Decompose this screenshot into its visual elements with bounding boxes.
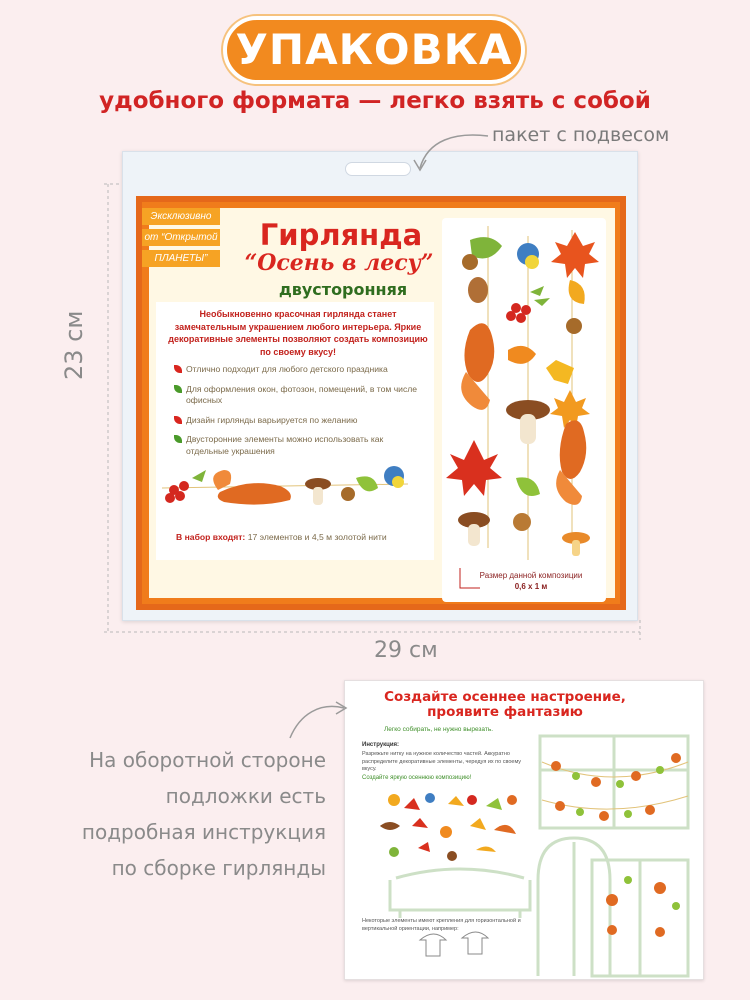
acorn-icon: [513, 513, 531, 531]
pinecone-icon: [468, 277, 488, 303]
window-frame-icon: [540, 736, 688, 828]
back-side-arrow-icon: [290, 702, 346, 738]
mushroom-stem-icon: [468, 524, 480, 546]
back-title: Создайте осеннее настроение, проявите фантазию: [384, 689, 626, 720]
yellow-leaf-icon: [546, 360, 574, 384]
side-line: На оборотной стороне: [89, 748, 326, 772]
ribbon-line-2: от “Открытой: [142, 229, 220, 246]
mushroom-stem-icon: [572, 540, 580, 556]
acorn-icon: [341, 487, 355, 501]
width-dimension-line: [110, 620, 640, 640]
instruction-heading: Инструкция:: [362, 742, 400, 748]
instruction-text: Разрежьте нитку на нужное количество частей. Аккуратно распределите декоративные элементы, чередуя их по своему вкусу.: [362, 751, 522, 772]
set-label: В набор входят:: [176, 532, 246, 542]
birch-leaf-icon: [569, 280, 585, 304]
red-maple-leaf-icon: [446, 440, 502, 496]
autumn-leaves-illustration: [446, 232, 599, 588]
side-line: по сборке гирлянды: [111, 856, 326, 880]
oak-leaf-icon: [508, 346, 536, 364]
feature-text: Дизайн гирлянды варьируется по желанию: [186, 414, 358, 425]
ribbon-line-1: Эксклюзивно: [142, 208, 220, 225]
oak-leaf-icon: [356, 476, 378, 491]
bird-belly: [525, 255, 539, 269]
product-title: Гирлянда: [259, 218, 423, 252]
rowan-berries-icon: [506, 303, 531, 323]
subtitle: удобного формата — легко взять с собой: [99, 88, 651, 114]
garland-strings: [488, 226, 572, 560]
squirrel-icon: [464, 323, 494, 382]
bird-belly: [392, 476, 404, 488]
composition-size-label: Размер данной композиции: [479, 571, 583, 580]
rowan-leaves: [192, 470, 206, 482]
maple-leaf-icon: [551, 232, 599, 278]
height-dimension-label: 23 см: [60, 310, 88, 380]
scattered-elements: [380, 753, 681, 956]
acorn-icon: [566, 318, 582, 334]
bag-note: пакет с подвесом: [492, 124, 670, 146]
side-line: подложки есть: [165, 784, 326, 808]
create-composition-note: Создайте яркую осеннюю композицию!: [362, 775, 472, 781]
acorn-icon: [462, 254, 478, 270]
green-leaf-icon: [516, 477, 540, 496]
arched-window-icon: [538, 838, 688, 976]
ribbon-line-3: ПЛАНЕТЫ”: [142, 250, 220, 267]
squirrel-icon: [560, 420, 587, 479]
mounting-note: Некоторые элементы имеют крепления для горизонтальной и вертикальной ориентации, например:: [362, 918, 521, 932]
mushroom-stem-icon: [313, 487, 323, 505]
feature-text: Двусторонние элементы можно использовать как отдельные украшения: [186, 434, 384, 456]
horizontal-garland-illustration: [162, 466, 408, 505]
side-line: подробная инструкция: [81, 820, 326, 844]
product-subtitle: двусторонняя: [278, 280, 408, 299]
size-axes-icon: [460, 568, 480, 588]
composition-size-value: 0,6 х 1 м: [514, 582, 548, 591]
product-title-quote: “Осень в лесу”: [244, 250, 434, 276]
rowan-berries-icon: [165, 481, 189, 503]
width-dimension-label: 29 см: [374, 638, 438, 663]
height-dimension-line: [104, 184, 120, 632]
set-value: 17 элементов и 4,5 м золотой нити: [247, 532, 387, 542]
mushroom-stem-icon: [520, 414, 536, 444]
oak-leaf-icon: [470, 237, 502, 258]
rowan-leaves: [530, 286, 550, 306]
packaging-badge-label: УПАКОВКА: [235, 25, 513, 74]
squirrel-icon: [218, 483, 291, 504]
sofa-icon: [390, 869, 530, 918]
back-easy-note: Легко собирать, не нужно вырезать.: [384, 726, 494, 733]
feature-text: Отлично подходит для любого детского праздника: [186, 364, 388, 374]
product-description: Необыкновенно красочная гирлянда станет замечательным украшением любого интерьера. Яркие декоративные элементы позволяют создать композицию по своему вкусу!: [168, 309, 428, 357]
bag-note-arrow-icon: [414, 135, 488, 170]
feature-text: Для оформления окон, фотозон, помещений, в том числе офисных: [186, 383, 418, 405]
back-side-elements-illustration: [380, 736, 688, 976]
